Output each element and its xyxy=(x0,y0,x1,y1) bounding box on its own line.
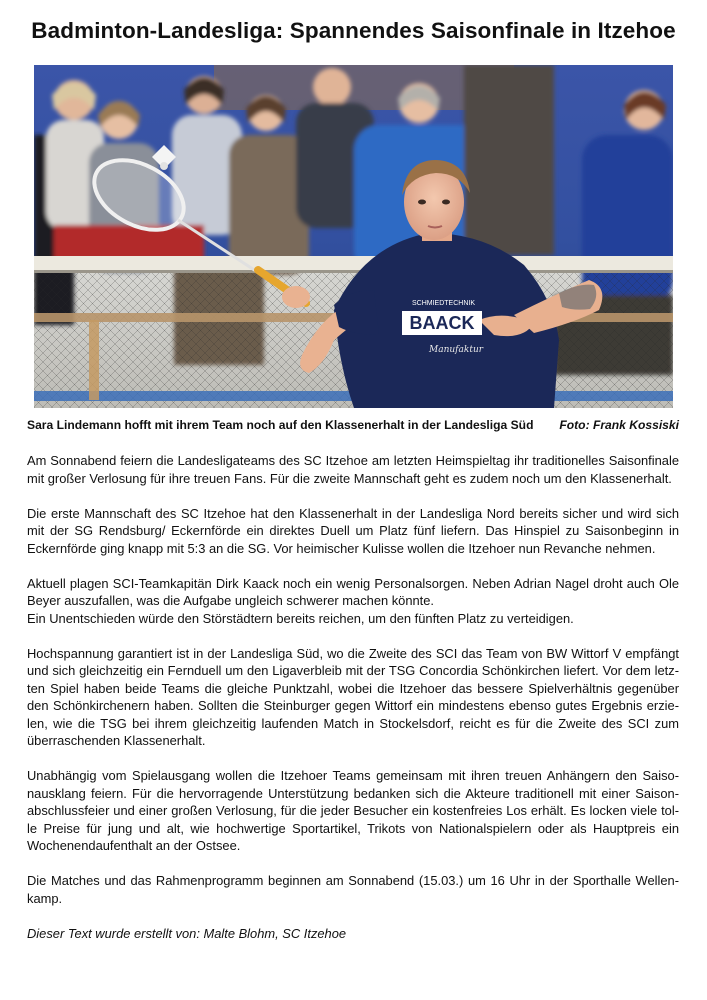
jersey-script: Manufaktur xyxy=(429,345,484,355)
author-line: Dieser Text wurde erstellt von: Malte Blohm, SC Itzehoe xyxy=(27,925,347,941)
article-photo xyxy=(34,65,673,408)
article-body xyxy=(27,452,679,960)
photo-credit: Foto: Frank Kossiski xyxy=(559,418,679,432)
headline: Badminton-Landesliga: Spannendes Saisonfinale in Itzehoe xyxy=(31,18,676,43)
paragraph: Die erste Mannschaft des SC Itzehoe hat den Klassenerhalt in der Landesliga Nord bereits sicher und wird sich mit der SG Rendsburg/ Eckernförde ein direktes Duell um Platz fünf liefern. Das Hinspiel zu Saisonbeginn in Eckernförde ging knapp mit 5:3 an die SG. Vor heimischer Kulisse wollen die Itzehoer nun Revanche nehmen. xyxy=(27,505,679,556)
photo-caption xyxy=(27,418,679,432)
jersey-brand-big: BAACK xyxy=(409,313,475,333)
caption-text: Sara Lindemann hofft mit ihrem Team noch auf den Klassenerhalt in der Landesliga Süd xyxy=(27,418,534,432)
jersey-brand-small: SCHMIEDTECHNIK xyxy=(412,300,476,307)
paragraph: Ein Unentschieden würde den Störstädtern bereits reichen, um den fünften Platz zu verteidigen. xyxy=(27,610,574,626)
paragraph: Aktuell plagen SCI-Teamkapitän Dirk Kaack noch ein wenig Personalsorgen. Neben Adrian Nagel droht auch Ole Beyer auszufallen, was die Aufgabe ungleich schwerer machen könnte. xyxy=(27,575,679,608)
paragraph: Hochspannung garantiert ist in der Landesliga Süd, wo die Zweite des SCI das Team von BW Wittorf V empfängt und sich gleichzeitig ein Fernduell um den Ligaverbleib mit der TSG Concordia Schönkirchen liefert. Vor dem letzten Spiel haben beide Teams die gleiche Punktzahl, wobei die Itzehoer das bessere Spielverhältnis gegenüber den Schönkirchenern haben. Sollten die Steinburger gegen Wittorf ein mindestens ebenso gutes Ergebnis erzielen, wie die TSG bei ihrem gleichzeitig laufenden Match in Stockelsdorf, reicht es für die Zweite des SCI zum überraschenden Klassenerhalt. xyxy=(27,645,679,748)
paragraph: Die Matches und das Rahmenprogramm beginnen am Sonnabend (15.03.) um 16 Uhr in der Sporthalle Wellenkamp. xyxy=(27,873,679,906)
paragraph: Am Sonnabend feiern die Landesligateams des SC Itzehoe am letzten Heimspieltag ihr traditionelles Saisonfinale mit großer Verlosung für ihre treuen Fans. Für die zweite Mannschaft geht es zudem noch um den Klassenerhalt. xyxy=(27,453,679,486)
paragraph: Unabhängig vom Spielausgang wollen die Itzehoer Teams gemeinsam mit ihren treuen Anhängern den Saisonausklang feiern. Für die hervorragende Unterstützung bedanken sich die Akteure traditionell mit einer Saisonabschlussfeier und einer großen Verlosung, für die jeder Besucher ein kostenfreies Los erhält. Es locken viele tolle Preise für jung und alt, wie hochwertige Sportartikel, Trikots von Nationalspielern oder als Hauptpreis ein Wochenendaufenthalt an der Ostsee. xyxy=(27,768,679,853)
